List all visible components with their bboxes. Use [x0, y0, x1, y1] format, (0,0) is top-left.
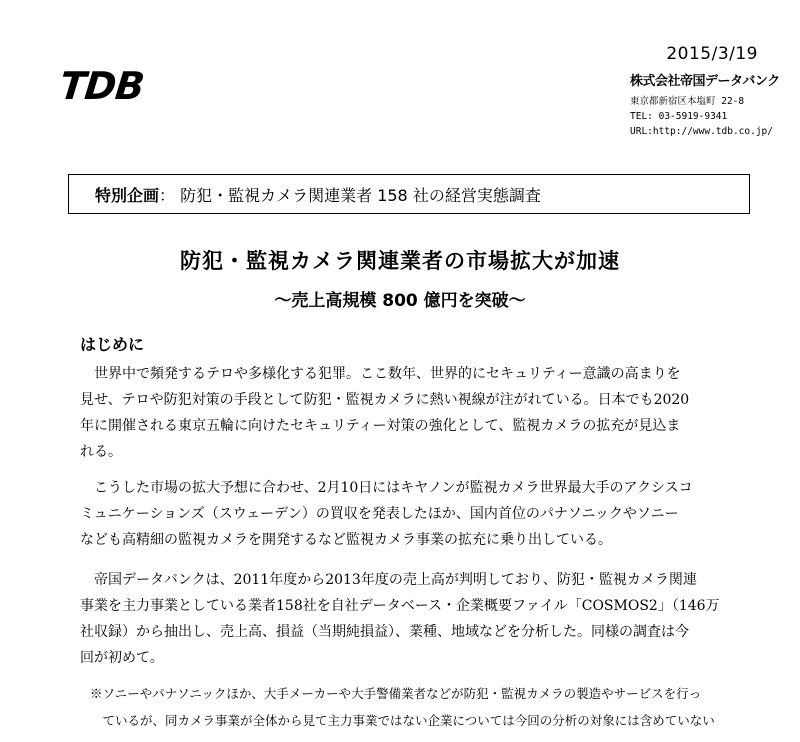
paragraph-line: 事業を主力事業としている業者158社を自社データベース・企業概要ファイル「COSMOS2」（146万 [80, 598, 720, 614]
footnote-line: ているが、同カメラ事業が全体から見て主力事業ではない企業については今回の分析の対象には含めていない [90, 713, 715, 728]
banner-label: 特別企画 [95, 185, 160, 205]
section-heading: はじめに [80, 335, 145, 354]
paragraph-line: 見せ、テロや防犯対策の手段として防犯・監視カメラに熱い視線が注がれている。日本でも2020 [80, 392, 690, 408]
company-tel: TEL: 03-5919-9341 [630, 111, 728, 122]
paragraph-line: 社収録）から抽出し、売上高、損益（当期純損益）、業種、地域などを分析した。同様の調査は今 [80, 624, 689, 640]
paragraph-2 [80, 475, 750, 553]
footnote [90, 680, 750, 734]
paragraph-line: こうした市場の拡大予想に合わせ、2月10日にはキヤノンが監視カメラ世界最大手のアクシスコ [80, 480, 693, 496]
paragraph-line: ミュニケーションズ（スウェーデン）の買収を発表したほか、国内首位のパナソニックやソニー [80, 506, 679, 522]
tdb-logo: TDB [57, 64, 146, 108]
company-name: 株式会社帝国データバンク [630, 74, 780, 89]
paragraph-line: 年に開催される東京五輪に向けたセキュリティー対策の強化として、監視カメラの拡充が見込ま [80, 418, 681, 434]
company-info [630, 70, 790, 139]
report-date: 2015/3/19 [666, 44, 758, 64]
paragraph-line: れる。 [80, 444, 122, 460]
paragraph-3 [80, 567, 750, 671]
special-report-banner [68, 174, 750, 214]
paragraph-line: 帝国データバンクは、2011年度から2013年度の売上高が判明しており、防犯・監視カメラ関連 [80, 572, 697, 588]
company-address: 東京都新宿区本塩町 22-8 [630, 96, 745, 107]
paragraph-1 [80, 361, 750, 465]
paragraph-line: 世界中で頻発するテロや多様化する犯罪。ここ数年、世界的にセキュリティー意識の高まりを [80, 366, 681, 382]
paragraph-line: 回が初めて。 [80, 650, 164, 666]
company-contact [630, 94, 790, 139]
banner-text: ： 防犯・監視カメラ関連業者 158 社の経営実態調査 [159, 185, 541, 205]
company-url: URL:http://www.tdb.co.jp/ [630, 126, 773, 137]
paragraph-line: なども高精細の監視カメラを開発するなど監視カメラ事業の拡充に乗り出している。 [80, 532, 612, 548]
footnote-line: ※ソニーやパナソニックほか、大手メーカーや大手警備業者などが防犯・監視カメラの製造やサービスを行っ [90, 686, 702, 701]
page-subtitle: ～売上高規模 800 億円を突破～ [274, 291, 526, 311]
page-title: 防犯・監視カメラ関連業者の市場拡大が加速 [180, 249, 620, 273]
